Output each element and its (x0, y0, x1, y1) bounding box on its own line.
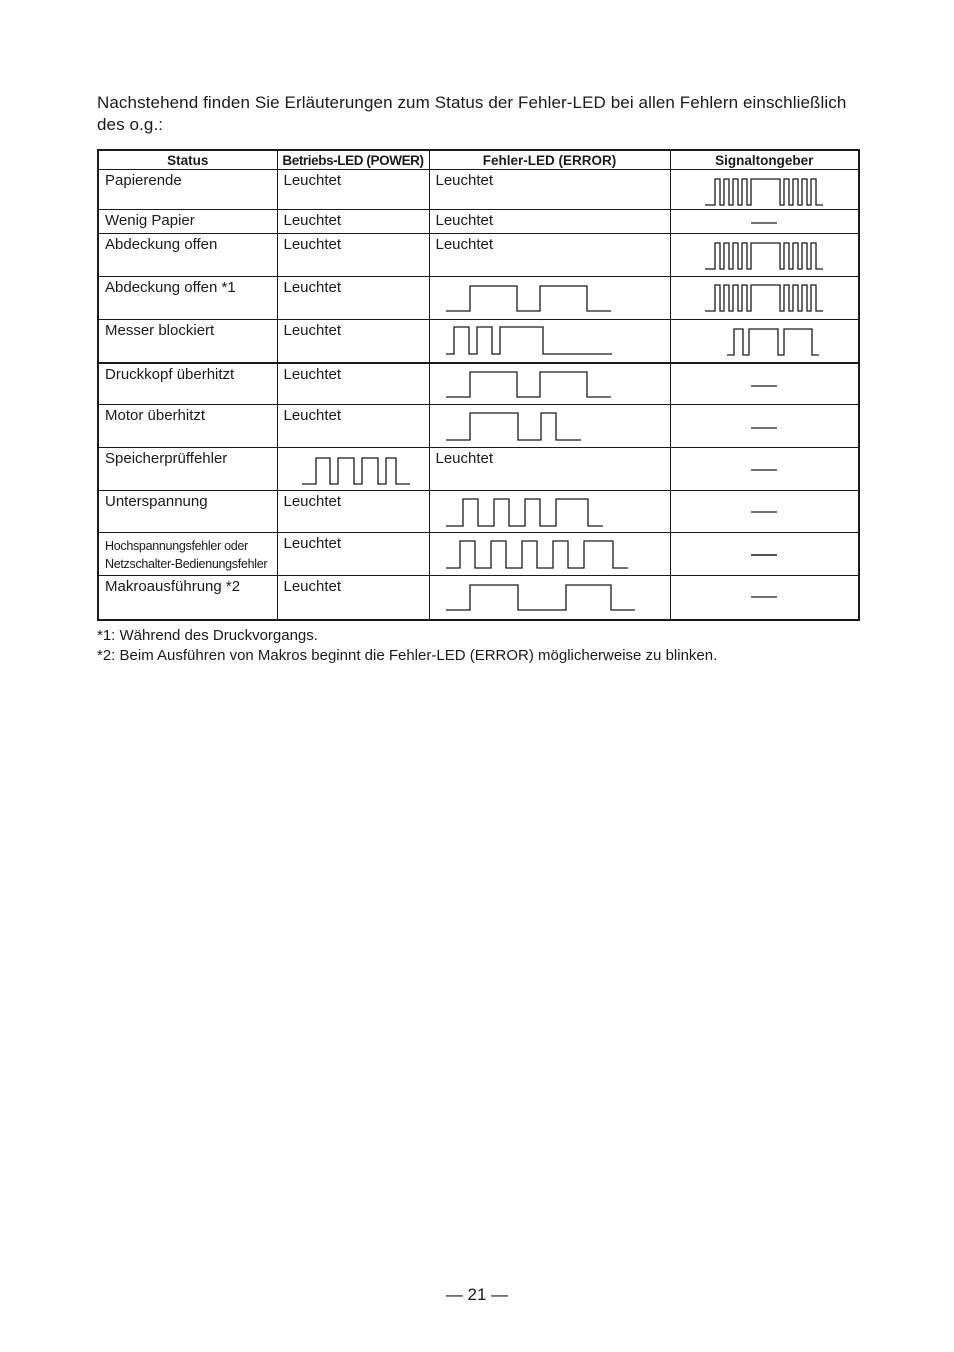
buzzer-pattern-waveform (671, 277, 860, 318)
error-state: Leuchtet (435, 212, 494, 229)
status-cell (98, 491, 277, 533)
power-cell (277, 491, 429, 533)
error-cell (429, 576, 670, 620)
buzzer-cell (670, 363, 859, 405)
buzzer-pattern-waveform (671, 320, 860, 361)
error-blink-waveform (430, 576, 671, 618)
led-status-table (97, 149, 860, 621)
table-row (98, 576, 859, 620)
table-row (98, 448, 859, 491)
table-row (98, 363, 859, 405)
table-row (98, 320, 859, 363)
footnote-2: *2: Beim Ausführen von Makros beginnt die Fehler-LED (ERROR) möglicherweise zu blinken. (97, 647, 718, 664)
header-power-led: Betriebs-LED (POWER) (277, 150, 429, 170)
status-cell (98, 363, 277, 405)
buzzer-cell (670, 170, 859, 210)
error-cell (429, 277, 670, 320)
power-cell (277, 320, 429, 363)
buzzer-cell (670, 234, 859, 277)
power-cell (277, 405, 429, 448)
buzzer-pattern-waveform (671, 170, 860, 208)
buzzer-steady-line (671, 448, 860, 489)
status-label: Motor überhitzt (105, 407, 206, 424)
power-cell (277, 277, 429, 320)
table-row (98, 234, 859, 277)
status-label: Wenig Papier (105, 212, 195, 229)
status-cell (98, 320, 277, 363)
power-state: Leuchtet (283, 236, 342, 253)
error-state: Leuchtet (435, 236, 494, 253)
status-label: Papierende (105, 172, 182, 189)
buzzer-steady-line (671, 210, 860, 232)
error-cell (429, 533, 670, 576)
status-label: Abdeckung offen *1 (105, 279, 236, 296)
status-label: Unterspannung (105, 493, 208, 510)
buzzer-steady-line (671, 491, 860, 531)
error-cell (429, 234, 670, 277)
error-cell (429, 210, 670, 234)
table-row (98, 277, 859, 320)
table-row (98, 210, 859, 234)
power-cell (277, 533, 429, 576)
status-cell (98, 170, 277, 210)
table-row (98, 170, 859, 210)
error-cell (429, 405, 670, 448)
buzzer-steady-line (671, 576, 860, 618)
intro-paragraph: Nachstehend finden Sie Erläuterungen zum Status der Fehler-LED bei allen Fehlern einschließlich des o.g.: (97, 93, 847, 134)
status-cell (98, 576, 277, 620)
footnote-1: *1: Während des Druckvorgangs. (97, 627, 318, 644)
error-blink-waveform (430, 405, 671, 446)
power-cell (277, 576, 429, 620)
status-cell (98, 210, 277, 234)
table-row (98, 533, 859, 576)
status-label: Speicherprüffehler (105, 450, 228, 467)
status-cell (98, 405, 277, 448)
error-blink-waveform (430, 364, 671, 404)
error-cell (429, 320, 670, 363)
table-row (98, 491, 859, 533)
power-cell (277, 234, 429, 277)
header-status: Status (98, 150, 277, 170)
power-state: Leuchtet (283, 493, 342, 510)
error-state: Leuchtet (435, 450, 494, 467)
buzzer-cell (670, 576, 859, 620)
buzzer-cell (670, 491, 859, 533)
power-state: Leuchtet (283, 172, 342, 189)
table-row (98, 405, 859, 448)
power-state: Leuchtet (283, 322, 342, 339)
status-label: Druckkopf überhitzt (105, 365, 235, 383)
error-blink-waveform (430, 533, 671, 574)
status-label: Makroausführung *2 (105, 578, 241, 595)
buzzer-cell (670, 320, 859, 363)
error-blink-waveform (430, 491, 671, 531)
buzzer-pattern-waveform (671, 234, 860, 275)
table-header-row (98, 150, 859, 170)
error-blink-waveform (430, 320, 671, 361)
status-cell (98, 277, 277, 320)
power-state: Leuchtet (283, 279, 342, 296)
buzzer-cell (670, 277, 859, 320)
power-state: Leuchtet (283, 578, 342, 595)
power-blink-waveform (278, 448, 430, 489)
buzzer-cell (670, 533, 859, 576)
buzzer-cell (670, 448, 859, 491)
error-cell (429, 491, 670, 533)
error-state: Leuchtet (435, 172, 494, 189)
error-cell (429, 170, 670, 210)
status-cell (98, 448, 277, 491)
power-state: Leuchtet (283, 535, 342, 552)
error-blink-waveform (430, 277, 671, 318)
header-error-led: Fehler-LED (ERROR) (429, 150, 670, 170)
buzzer-steady-line (671, 364, 860, 404)
buzzer-steady-line (671, 405, 860, 446)
power-cell (277, 363, 429, 405)
status-cell (98, 533, 277, 576)
power-cell (277, 448, 429, 491)
power-state: Leuchtet (283, 212, 342, 229)
power-cell (277, 170, 429, 210)
page-number: — 21 — (445, 1285, 509, 1304)
power-state: Leuchtet (283, 365, 342, 383)
error-cell (429, 363, 670, 405)
buzzer-cell (670, 405, 859, 448)
power-state: Leuchtet (283, 407, 342, 424)
status-label: Hochspannungsfehler oder Netzschalter-Bedienungsfehler (105, 539, 268, 571)
status-label: Abdeckung offen (105, 236, 218, 253)
power-cell (277, 210, 429, 234)
header-buzzer: Signaltongeber (670, 150, 859, 170)
buzzer-cell (670, 210, 859, 234)
buzzer-steady-line (671, 533, 860, 574)
status-label: Messer blockiert (105, 322, 215, 339)
error-cell (429, 448, 670, 491)
status-cell (98, 234, 277, 277)
